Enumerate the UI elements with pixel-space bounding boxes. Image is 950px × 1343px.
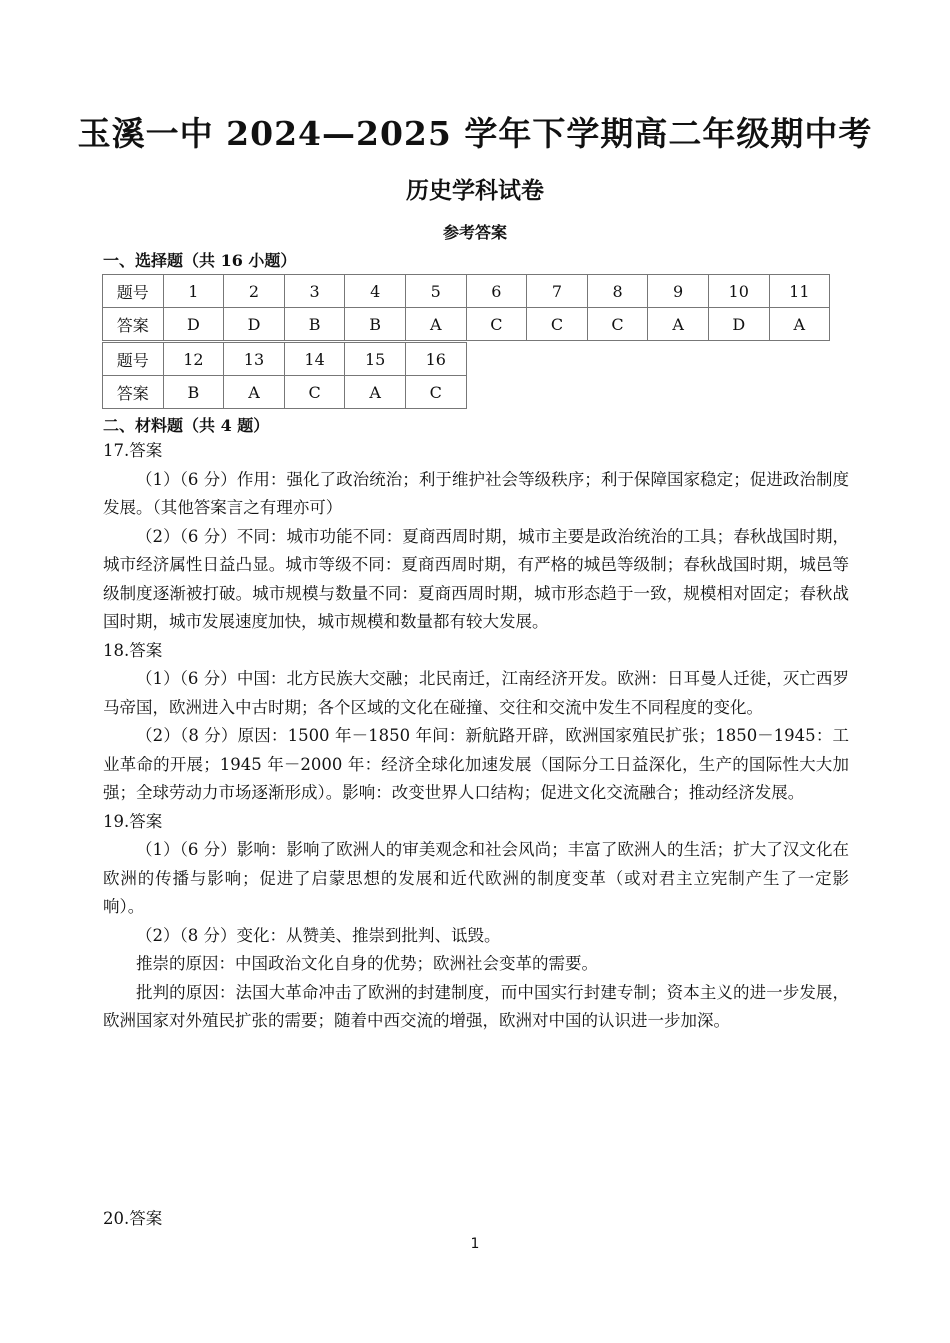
table-cell: A bbox=[224, 376, 285, 409]
table-cell: B bbox=[163, 376, 224, 409]
q18-part1: （1）（6 分）中国：北方民族大交融；北民南迁，江南经济开发。欧洲：日耳曼人迁徙，灭亡西罗马帝国，欧洲进入中古时期；各个区域的文化在碰撞、交往和交流中发生不同程度的变化。 bbox=[103, 669, 849, 717]
page-number: 1 bbox=[470, 1236, 480, 1252]
answer-table-1 bbox=[102, 274, 830, 341]
row-label: 题号 bbox=[103, 275, 164, 308]
table-row-numbers bbox=[103, 275, 830, 308]
q19-label: 19.答案 bbox=[103, 811, 163, 831]
table-cell: 7 bbox=[527, 275, 588, 308]
answer-table-2 bbox=[102, 342, 467, 409]
table-cell: B bbox=[345, 308, 406, 341]
table-cell: A bbox=[345, 376, 406, 409]
row-label: 题号 bbox=[103, 343, 164, 376]
table-cell: 13 bbox=[224, 343, 285, 376]
q18-part2: （2）（8 分）原因：1500 年－1850 年间：新航路开辟，欧洲国家殖民扩张；1850－1945：工业革命的开展；1945 年－2000 年：经济全球化加速发展（国际分工日益深化，生产的国际性大大加强；全球劳动力市场逐渐形成）。影响：改变世界人口结构；促进文化交流融合；推动经济发展。 bbox=[103, 726, 849, 802]
row-label: 答案 bbox=[103, 376, 164, 409]
table-cell: A bbox=[648, 308, 709, 341]
table-row-answers bbox=[103, 308, 830, 341]
q20-label: 20.答案 bbox=[103, 1209, 163, 1228]
table-cell: D bbox=[708, 308, 769, 341]
table-cell: 1 bbox=[163, 275, 224, 308]
section1-heading: 一、选择题（共 16 小题） bbox=[103, 251, 297, 270]
table-cell: 5 bbox=[405, 275, 466, 308]
page-subtitle: 历史学科试卷 bbox=[406, 177, 544, 204]
table-cell: 12 bbox=[163, 343, 224, 376]
table-cell: C bbox=[466, 308, 527, 341]
table-cell: C bbox=[284, 376, 345, 409]
table-cell: C bbox=[527, 308, 588, 341]
q19-reason-praise: 推崇的原因：中国政治文化自身的优势；欧洲社会变革的需要。 bbox=[136, 954, 598, 973]
table-cell: 14 bbox=[284, 343, 345, 376]
q19-part2: （2）（8 分）变化：从赞美、推崇到批判、诋毁。 bbox=[136, 925, 501, 945]
table-cell: 9 bbox=[648, 275, 709, 308]
table-row-answers bbox=[103, 376, 467, 409]
q18-label: 18.答案 bbox=[103, 640, 163, 660]
section2-heading: 二、材料题（共 4 题） bbox=[103, 416, 270, 435]
table-cell: 2 bbox=[224, 275, 285, 308]
table-cell: A bbox=[769, 308, 830, 341]
table-cell: 3 bbox=[284, 275, 345, 308]
table-cell: 6 bbox=[466, 275, 527, 308]
q17-label: 17.答案 bbox=[103, 441, 163, 460]
q17-part2: （2）（6 分）不同：城市功能不同：夏商西周时期，城市主要是政治统治的工具；春秋战国时期，城市经济属性日益凸显。城市等级不同：夏商西周时期，有严格的城邑等级制；春秋战国时期，城邑等级制度逐渐被打破。城市规模与数量不同：夏商西周时期，城市形态趋于一致，规模相对固定；春秋战国时期，城市发展速度加快，城市规模和数量都有较大发展。 bbox=[103, 526, 849, 631]
row-label: 答案 bbox=[103, 308, 164, 341]
material-answers bbox=[103, 437, 849, 1036]
table-cell: D bbox=[224, 308, 285, 341]
answer-key-label: 参考答案 bbox=[442, 223, 507, 242]
table-cell: D bbox=[163, 308, 224, 341]
table-cell: 10 bbox=[708, 275, 769, 308]
table-row-numbers bbox=[103, 343, 467, 376]
table-cell: B bbox=[284, 308, 345, 341]
table-cell: 8 bbox=[587, 275, 648, 308]
table-cell: 11 bbox=[769, 275, 830, 308]
q19-part1: （1）（6 分）影响：影响了欧洲人的审美观念和社会风尚；丰富了欧洲人的生活；扩大了汉文化在欧洲的传播与影响；促进了启蒙思想的发展和近代欧洲的制度变革（或对君主立宪制产生了一定影响）。 bbox=[103, 840, 849, 916]
table-cell: C bbox=[587, 308, 648, 341]
page-title: 玉溪一中 2024—2025 学年下学期高二年级期中考 bbox=[77, 114, 873, 153]
q19-reason-criticism: 批判的原因：法国大革命冲击了欧洲的封建制度，而中国实行封建专制；资本主义的进一步发展，欧洲国家对外殖民扩张的需要；随着中西交流的增强，欧洲对中国的认识进一步加深。 bbox=[103, 982, 849, 1030]
q17-part1: （1）（6 分）作用：强化了政治统治；利于维护社会等级秩序；利于保障国家稳定；促进政治制度发展。（其他答案言之有理亦可） bbox=[103, 469, 849, 517]
table-cell: 15 bbox=[345, 343, 406, 376]
table-cell: A bbox=[405, 308, 466, 341]
table-cell: 16 bbox=[405, 343, 466, 376]
table-cell: 4 bbox=[345, 275, 406, 308]
table-cell: C bbox=[405, 376, 466, 409]
